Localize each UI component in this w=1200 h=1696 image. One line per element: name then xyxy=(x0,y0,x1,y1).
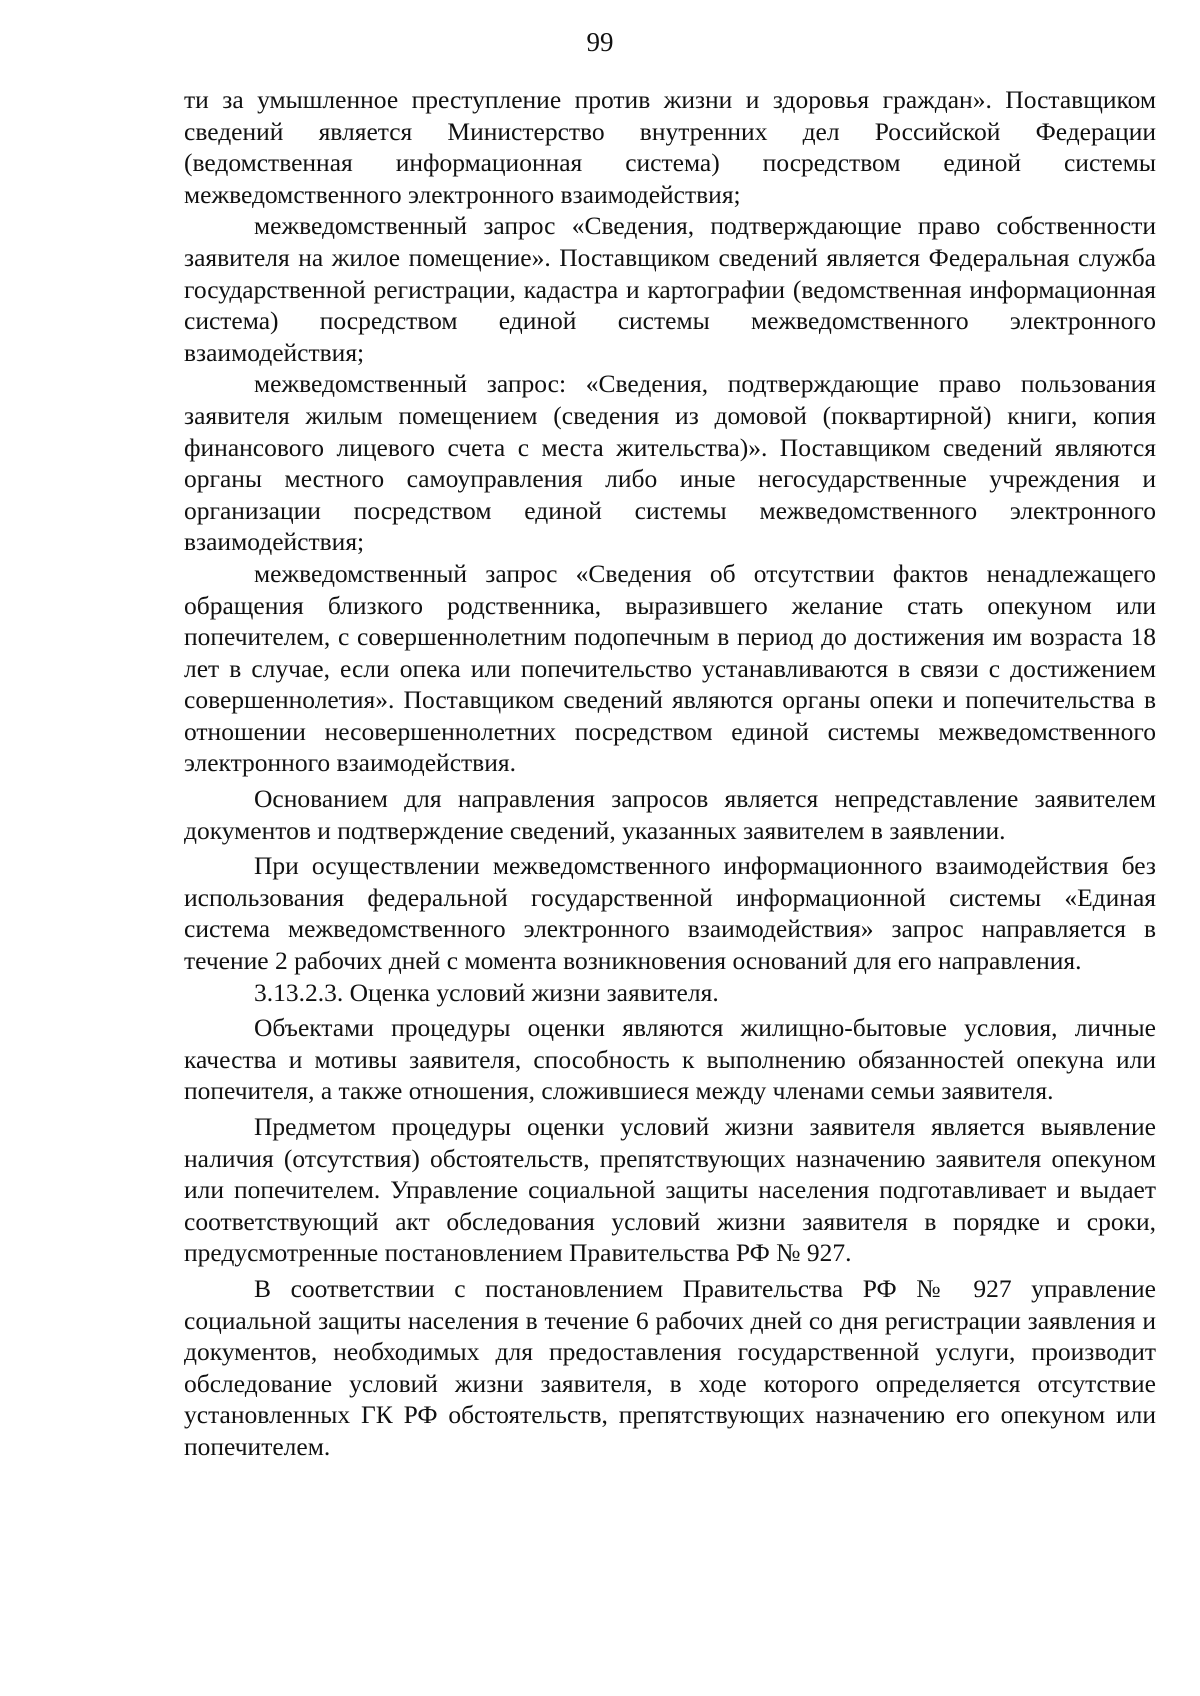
section-heading-3-13-2-3: 3.13.2.3. Оценка условий жизни заявителя. xyxy=(254,977,719,1007)
paragraph-continuation: ти за умышленное преступление против жизни и здоровья граждан». Поставщиком сведений является Министерство внутренних дел Российской Федерации (ведомственная информационная система) посредством единой системы межведомственного электронного взаимодействия; xyxy=(184,85,1156,209)
paragraph-objects-of-assessment: Объектами процедуры оценки являются жилищно-бытовые условия, личные качества и мотивы заявителя, способность к выполнению обязанностей опекуна или попечителя, а также отношения, сложившиеся между членами семьи заявителя. xyxy=(184,1013,1156,1106)
paragraph-decree-927: В соответствии с постановлением Правительства РФ № 927 управление социальной защиты населения в течение 6 рабочих дней со дня регистрации заявления и документов, необходимых для предоставления государственной услуги, производит обследование условий жизни заявителя, в ходе которого определяется отсутствие установленных ГК РФ обстоятельств, препятствующих назначению его опекуном или попечителем. xyxy=(184,1273,1156,1461)
document-body xyxy=(184,84,1156,1463)
paragraph-request-ownership: межведомственный запрос «Сведения, подтверждающие право собственности заявителя на жилое помещение». Поставщиком сведений является Федеральная служба государственной регистрации, кадастра и картографии (ведомственная информационная система) посредством единой системы межведомственного электронного взаимодействия; xyxy=(184,211,1156,367)
paragraph-request-usage-rights: межведомственный запрос: «Сведения, подтверждающие право пользования заявителя жилым помещением (сведения из домовой (поквартирной) книги, копия финансового лицевого счета с места жительства)». Поставщиком сведений являются органы местного самоуправления либо иные негосударственные учреждения и организации посредством единой системы межведомственного электронного взаимодействия; xyxy=(184,369,1156,557)
paragraph-without-system: При осуществлении межведомственного информационного взаимодействия без использования федеральной государственной информационной системы «Единая система межведомственного электронного взаимодействия» запрос направляется в течение 2 рабочих дней с момента возникновения оснований для его направления. xyxy=(184,851,1156,976)
paragraph-request-improper-treatment: межведомственный запрос «Сведения об отсутствии фактов ненадлежащего обращения близкого родственника, выразившего желание стать опекуном или попечителем, с совершеннолетним подопечным в период до достижения им возраста 18 лет в случае, если опека или попечительство устанавливаются в связи с достижением совершеннолетия». Поставщиком сведений являются органы опеки и попечительства в отношении несовершеннолетних посредством единой системы межведомственного электронного взаимодействия. xyxy=(184,558,1156,778)
page-number: 99 xyxy=(586,27,614,57)
paragraph-subject-of-assessment: Предметом процедуры оценки условий жизни заявителя является выявление наличия (отсутствия) обстоятельств, препятствующих назначению заявителя опекуном или попечителем. Управление социальной защиты населения подготавливает и выдает соответствующий акт обследования условий жизни заявителя в порядке и сроки, предусмотренные постановлением Правительства РФ № 927. xyxy=(184,1112,1156,1268)
paragraph-grounds: Основанием для направления запросов является непредставление заявителем документов и подтверждение сведений, указанных заявителем в заявлении. xyxy=(184,784,1156,845)
